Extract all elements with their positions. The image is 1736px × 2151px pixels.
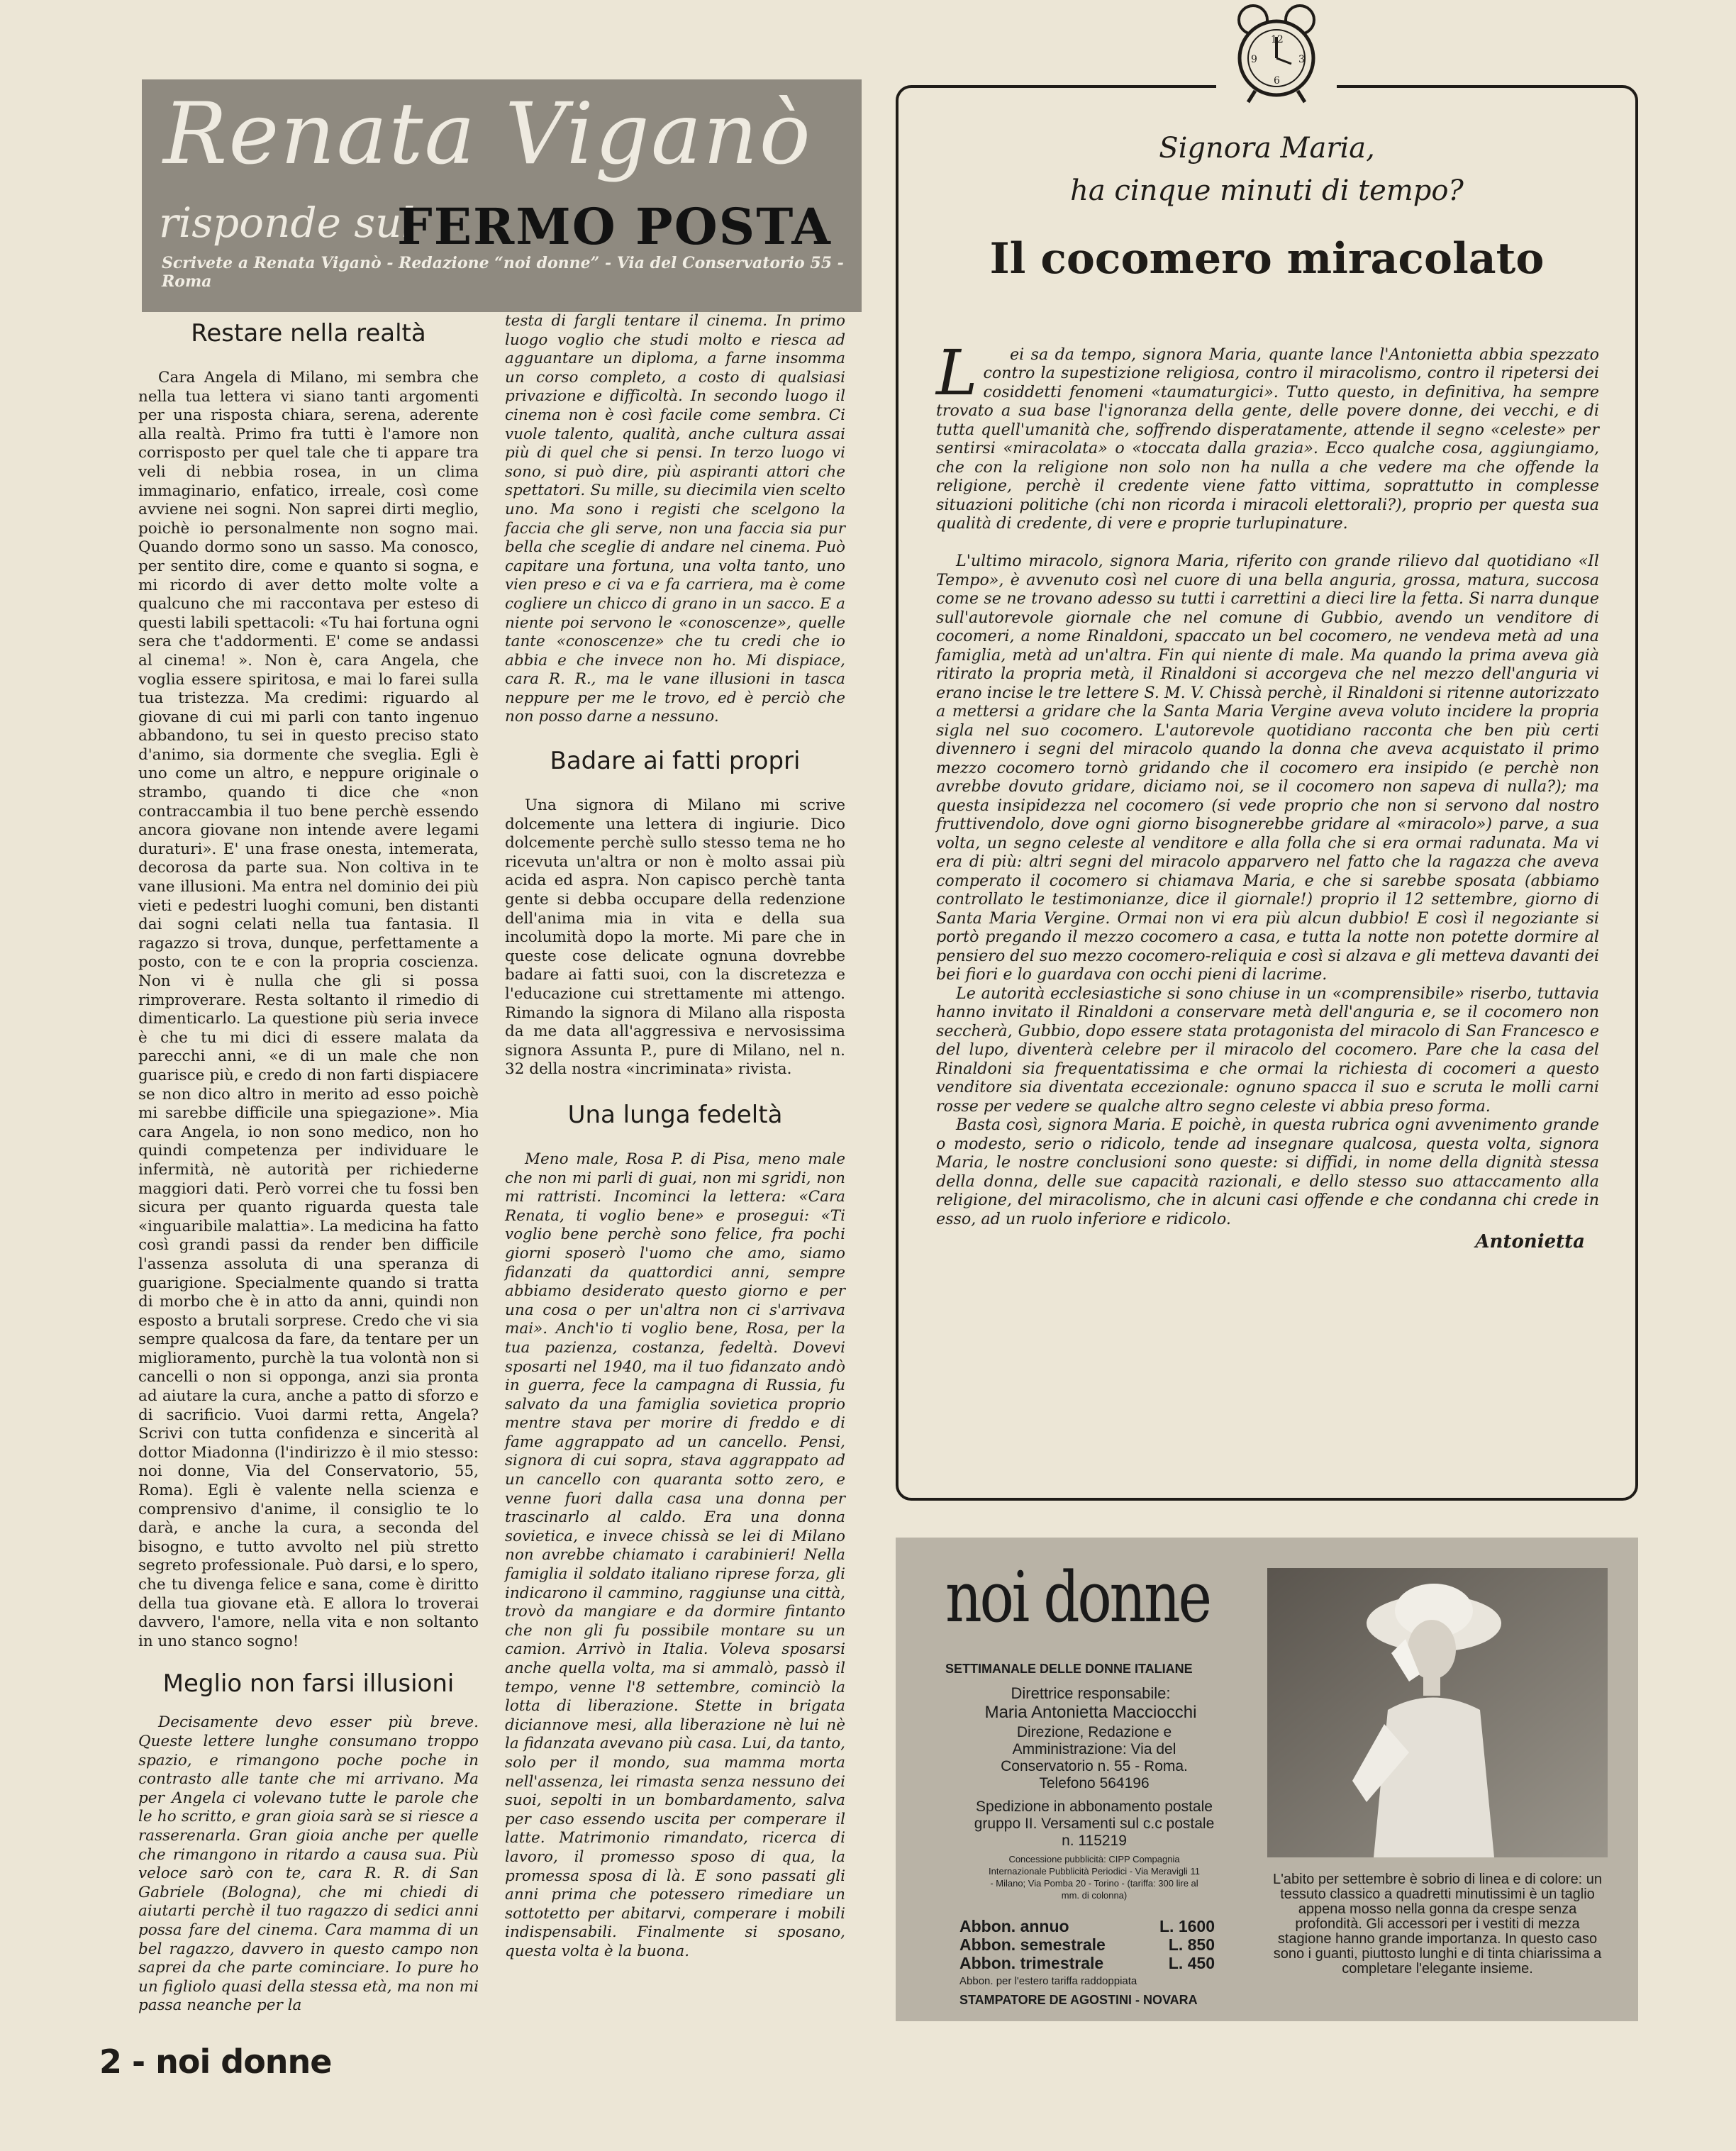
svg-text:6: 6 (1274, 75, 1280, 87)
box-subtitle-1: Signora Maria, (1159, 132, 1375, 165)
ad-sub-row (959, 1954, 1215, 1972)
section-title-restare: Restare nella realtà (191, 319, 426, 348)
ad-direttrice-label: Direttrice responsabile: (1011, 1684, 1171, 1702)
article-restare: Cara Angela di Milano, mi sembra che nella tua lettera vi siano tanti argomenti per una risposta chiara, serena, aderente alla realtà. Primo fra tutti è l'amore non corrisposto per quel tale che ti appare tra veli di nebbia rosea, in un clima immaginario, enfatico, irreale, così come avviene nei sogni. Non saprei dirti meglio, poichè io personalmente non sogno mai. Quando dormo sono un sasso. Ma conosco, per sentito dire, come e quanto si sogna, e mi ricordo di aver detto molte volte a qualcuno che mi raccontava per esteso di questi labili spettacoli: «Tu hai fortuna ogni sera che t'addormenti. E' come se andassi al cinema! ». Non è, cara Angela, che voglia essere spiritosa, e mai lo farei sulla tua tristezza. Ma credimi: riguardo al giovane di cui mi parli con tanto ingenuo abbandono, tu sei in questo preciso stato d'animo, sia dormente che sveglia. Egli è uno come un altro, e neppure originale o strambo, quando ti dice che «non contraccambia il tuo bene perchè essendo ancora giovane non intende avere legami duraturi». E' una frase onesta, intemerata, decorosa da parte sua. Non coltiva in te vane illusioni. Ma entra nel dominio dei più vieti e pedestri luoghi comuni, ben distanti dai sogni celati nella tua fantasia. Il ragazzo si trova, dunque, perfettamente a posto, con te e con la propria coscienza. Non vi è nulla che gli si possa rimproverare. Resta soltanto il rimedio di dimenticarlo. La questione più seria invece è che tu mi dici di essere malata da parecchi anni, «e di un male che non guarisce più, e credo di non farti dispiacere se non dico altro in merito ad esso poichè mi sarebbe difficile una spiegazione». Mia cara Angela, io non sono medico, non ho quindi competenza per individuare le infermità, nè autorità per richiederne maggiori dati. Però vorrei che tu fossi ben sicura per quanto riguarda questa tale «inguaribile malattia». La medicina ha fatto così grandi passi da render ben difficile l'assenza assoluta di una speranza di guarigione. Specialmente quando si tratta di morbo che è in atto da anni, quindi non esposto a brutali sorprese. Credo che vi sia sempre qualcosa da fare, da tentare per un miglioramento, purchè la tua volontà non si cancelli o non si opponga, anzi sia pronta ad aiutare la cura, anche a patto di sforzo e di sacrificio. Vuoi darmi retta, Angela? Scrivi con tutta confidenza e sincerità al dottor Miadonna (l'indirizzo è il mio stesso: noi donne, Via del Conservatorio, 55, Roma). Egli è valente nella scienza e comprensivo d'anime, il consiglio te lo darà, e anche la cura, a seconda del bisogno, e tutto avvolto nel più stretto segreto professionale. Può darsi, e lo spero, che tu divenga felice e sana, come è diritto della tua giovane età. E allora lo troverai davvero, l'amore, nella vita e non soltanto in uno stanco sogno! (138, 369, 484, 1650)
ad-tagline: SETTIMANALE DELLE DONNE ITALIANE (945, 1662, 1193, 1676)
ad-concessione: Concessione pubblicità: CIPP Compagnia Internazionale Pubblicità Periodici - Via Meravigli 11 - Milano; Via Pomba 20 - Torino - (tariffa: 300 lire al mm. di colonna) (989, 1854, 1200, 1901)
drop-cap: L (936, 335, 978, 409)
column-header (142, 79, 862, 312)
fashion-caption: L'abito per settembre è sobrio di linea e di colore: un tessuto classico a quadretti minutissimi è un taglio appena mosso nella gonna da crespe senza profondità. Gli accessori per i vestiti di mezza stagione hanno grande importanza. In questo caso sono i guanti, piuttosto lunghi e di tinta chiarissima a completare l'elegante insieme. (1272, 1872, 1603, 1977)
section-title-badare: Badare ai fatti propri (550, 747, 801, 776)
article-meglio: Decisamente devo esser più breve. Queste lettere lunghe consumano troppo spazio, e rimangono poche poche in contrasto alle tante che mi arrivano. Ma per Angela ci volevano tutte le parole che le ho scritto, e gran gioia sarà se si riesce a rasserenarla. Gran gioia anche per quelle che rimangono in ritardo a causa sua. Più veloce sarò con te, cara R. R. di San Gabriele (Bologna), che mi chiedi di aiutarti perchè il tuo ragazzo di sedici anni possa fare del cinema. Cara mamma di un bel ragazzo, davvero in questo campo non saprei da che parte cominciare. Io pure ho un figliolo quasi della stessa età, ma non mi passa neanche per la (138, 1713, 484, 2015)
article-fedelta: Meno male, Rosa P. di Pisa, meno male che non mi parli di guai, non mi sgridi, non mi rattristi. Incominci la lettera: «Cara Renata, ti voglio bene» e prosegui: «Ti voglio bene perchè sono felice, fra pochi giorni sposerò l'uomo che amo, siamo fidanzati da quattordici anni, sempre abbiamo desiderato questo giorno e per una cosa o per un'altra non ci s'arrivava mai». Anch'io ti voglio bene, Rosa, per la tua pazienza, costanza, fedeltà. Dovevi sposarti nel 1940, ma il tuo fidanzato andò in guerra, fece la campagna di Russia, fu salvato da una famiglia sovietica proprio mentre stava per morire di freddo e di fame aggrappato ad un cancello. Pensi, signora di cui sopra, stava aggrappato ad un cancello con quaranta sotto zero, e venne fuori dalla casa una donna per trascinarlo al caldo. Era una donna sovietica, e invece chissà se lei di Milano non avrebbe chiamato i carabinieri! Nella famiglia il soldato italiano riprese forza, gli indicarono il cammino, raggiunse una città, trovò da mangiare e da dormire fintanto che non gli fu possibile montare su un camion. Arrivò in Italia. Voleva sposarsi anche quella volta, ma si ammalò, passò il tempo, venne l'8 settembre, cominciò la lotta di liberazione. Stette in brigata diciannove mesi, alla liberazione nè lui nè la fidanzata avevano più casa. Lui, da tanto, solo per il mondo, sua mamma morta nell'assenza, lei rimasta senza nessuno dei suoi, sepolti in un bombardamento, salva per caso essendo uscita per comperare il latte. Matrimonio rimandato, ricerca di lavoro, il promesso sposo di qua, la promessa sposa di là. E sono passati gli anni prima che potessero rimediare un sottotetto per abitarvi, comperare i mobili indispensabili. Finalmente si sposano, questa volta è la buona. (505, 1150, 850, 1960)
section-title-fedelta: Una lunga fedeltà (567, 1100, 783, 1129)
column-2 (505, 312, 850, 1972)
header-address: Scrivete a Renata Viganò - Redazione “noi donne” - Via del Conservatorio 55 - Roma (162, 254, 844, 291)
ad-sub-row (959, 1935, 1215, 1954)
alarm-clock-icon (1216, 0, 1337, 106)
box-signature: Antonietta (1475, 1231, 1585, 1252)
ad-sub-price: L. 850 (1168, 1935, 1215, 1954)
box-paragraph-1 (936, 326, 1605, 552)
article-meglio-continued: testa di fargli tentare il cinema. In primo luogo voglio che studi molto e riesca ad agguantare un diploma, a farne insomma un corso completo, a costo di qualsiasi privazione e difficoltà. In secondo luogo il cinema non è così facile come sembra. Ci vuole talento, qualità, anche cultura assai più di quel che si pensi. In terzo luogo vi sono, si può dire, più aspiranti attori che spettatori. Su mille, su diecimila vien scelto uno. Ma sono i registi che scelgono la faccia che gli serve, non una faccia sia pur bella che sceglie di andare nel cinema. Può capitare una fortuna, una volta tanto, uno vien preso e ci va e fa carriera, ma è come cogliere un chicco di grano in un sacco. E a niente poi servono le «conoscenze», quelle tante «conoscenze» che tu credi che io abbia e che invece non ho. Mi dispiace, cara R. R., ma le vane illusioni in tasca neppure per me le trovo, ed è perciò che non posso darne a nessuno. (505, 312, 850, 726)
box-title: Il cocomero miracolato (989, 234, 1545, 284)
ad-sub-price: L. 450 (1168, 1954, 1215, 1972)
header-risponde: risponde sul (159, 199, 415, 247)
box-article-body (936, 326, 1605, 1252)
header-fermo-posta: FERMO POSTA (397, 197, 832, 256)
ad-stampatore: STAMPATORE DE AGOSTINI - NOVARA (959, 1993, 1198, 2007)
box-paragraph-2: L'ultimo miracolo, signora Maria, riferito con grande rilievo dal quotidiano «Il Tempo», è avvenuto così nel cuore di una bella anguria, grossa, matura, succosa come se ne trovano adesso su tutti i carrettini a dieci lire la fetta. Si narra dunque sull'autorevole giornale che nel comune di Gubbio, avendo un venditore di cocomeri, a nome Rinaldoni, spaccato un bel cocomero, ne vendeva metà ad una famiglia, metà ad un'altra. Fin qui niente di male. Ma quando la prima aveva già ritirato la propria metà, il Rinaldoni si accorgeva che nel mezzo dell'anguria vi erano incise le tre lettere S. M. V. Chissà perchè, il Rinaldoni si ritenne autorizzato a mettersi a gridare che la Santa Maria Vergine aveva voluto incidere la propria sigla nel suo cocomero. L'autorevole quotidiano racconta che ben più certi divennero i segni del miracolo quando la donna che aveva acquistato il primo mezzo cocomero tornò gridando che il cocomero era insipido (e perchè non avrebbe dovuto gridare, diciamo noi, se il cocomero non sapeva di nulla?); ma questa insipidezza nel cocomero (si vede proprio che non si servono dal nostro fruttivendolo, dove ogni giorno bisognerebbe gridare al «miracolo») parve, a sua volta, un segno celeste al venditore e alla folla che si era ormai radunata. Ma vi era di più: altri segni del miracolo apparvero nel fatto che la ragazza che aveva comperato il cocomero si chiamava Maria, e che si sarebbe sposata (abbiamo controllato le testimonianze, dice il giornale!) proprio il 12 settembre, giorno di Santa Maria Vergine. Ormai non vi era più alcun dubbio! E così il negoziante si portò pregando il mezzo cocomero a casa, e tutta la notte non potette dormire al pensiero del suo mezzo cocomero-reliquia e così si alzava e gli metteva davanti dei bei fiori e lo guardava con occhi pieni di lacrime. (936, 552, 1605, 984)
section-title-meglio: Meglio non farsi illusioni (162, 1669, 455, 1699)
ad-subscriptions (959, 1917, 1215, 1972)
ad-sub-row (959, 1917, 1215, 1935)
ad-estero: Abbon. per l'estero tariffa raddoppiata (959, 1975, 1137, 1987)
ad-direttrice-name: Maria Antonietta Macciocchi (984, 1703, 1197, 1722)
ad-redazione: Direzione, Redazione e Amministrazione: Via del Conservatorio n. 55 - Roma. Telefono 564196 (1001, 1724, 1188, 1791)
ad-sub-price: L. 1600 (1159, 1917, 1215, 1935)
header-script-title: Renata Viganò (163, 85, 812, 184)
box-subtitle-2: ha cinque minuti di tempo? (1070, 174, 1464, 207)
box-p1-text: ei sa da tempo, signora Maria, quante lance l'Antonietta abbia spezzato contro la supestizione religiosa, contro il miracolismo, contro il ripetersi dei cosiddetti fenomeni «taumaturgici». Tutto questo, in definitiva, ha sempre trovato a sua base l'ignoranza della gente, delle povere donne, dei vecchi, e di tutta quell'umanità che, soffrendo disperatamente, attende il segno «celeste» per sentirsi «miracolata» o «toccata dalla grazia». Ecco qualche cosa, aggiungiamo, che con la religione non solo non ha nulla a che vedere ma che offende la religione, perchè il credente viene fatto vittima, soprattutto in complesse situazioni politiche (chi non ricorda i miracoli elettorali?), proprio per questa sua qualità di credente, di vere e proprie turlupinature. (936, 345, 1605, 533)
svg-text:9: 9 (1251, 54, 1257, 65)
column-1 (138, 319, 484, 2025)
ad-sub-label: Abbon. semestrale (959, 1935, 1106, 1954)
ad-sub-label: Abbon. trimestrale (959, 1954, 1104, 1972)
svg-text:3: 3 (1298, 54, 1305, 65)
fashion-photo (1267, 1568, 1608, 1857)
svg-text:12: 12 (1271, 34, 1284, 45)
box-paragraph-3: Le autorità ecclesiastiche si sono chiuse in un «comprensibile» riserbo, tuttavia hanno invitato il Rinaldoni a conservare metà dell'anguria e, se il cocomero non seccherà, Gubbio, dopo essere stata protagonista del miracolo di San Francesco e del lupo, diventerà celebre per il miracolo del cocomero. Pare che la casa del Rinaldoni sia frequentatissima e che ormai la richiesta di cocomeri a questo venditore sia diventata eccezionale: ognuno spacca il suo e scruta le molli carni rosse per vedere se qualche altro segno celeste vi abbia preso forma. (936, 984, 1605, 1116)
article-badare: Una signora di Milano mi scrive dolcemente una lettera di ingiurie. Dico dolcemente perchè sullo stesso tema ne ho ricevuta un'altra or non è molto assai più acida ed aspra. Non capisco perchè tanta gente si debba occupare della redenzione dell'anima mia in vita e della sua incolumità dopo la morte. Mi pare che in queste cose delicate ognuna dovrebbe badare ai fatti suoi, con la discretezza e l'educazione cui strettamente mi attengo. Rimando la signora di Milano alla risposta da me data all'aggressiva e nervosissima signora Assunta P., pure di Milano, nel n. 32 della nostra «incriminata» rivista. (505, 796, 850, 1079)
page-footer: 2 - noi donne (99, 2042, 332, 2081)
box-paragraph-4: Basta così, signora Maria. E poichè, in questa rubrica ogni avvenimento grande o modesto, serio o ridicolo, tende ad insegnare qualcosa, questa volta, signora Maria, le nostre conclusioni sono queste: si diffidi, in nome della dignità stessa della donna, delle sue capacità razionali, e dello stesso suo attaccamento alla religione, del miracolismo, che in alcuni casi offende e che condanna chi crede in esso, ad un ruolo inferiore e ridicolo. (936, 1116, 1605, 1228)
ad-logo: noi donne (945, 1557, 1210, 1638)
ad-spedizione: Spedizione in abbonamento postale gruppo II. Versamenti sul c.c postale n. 115219 (974, 1799, 1215, 1849)
ad-sub-label: Abbon. annuo (959, 1917, 1069, 1935)
